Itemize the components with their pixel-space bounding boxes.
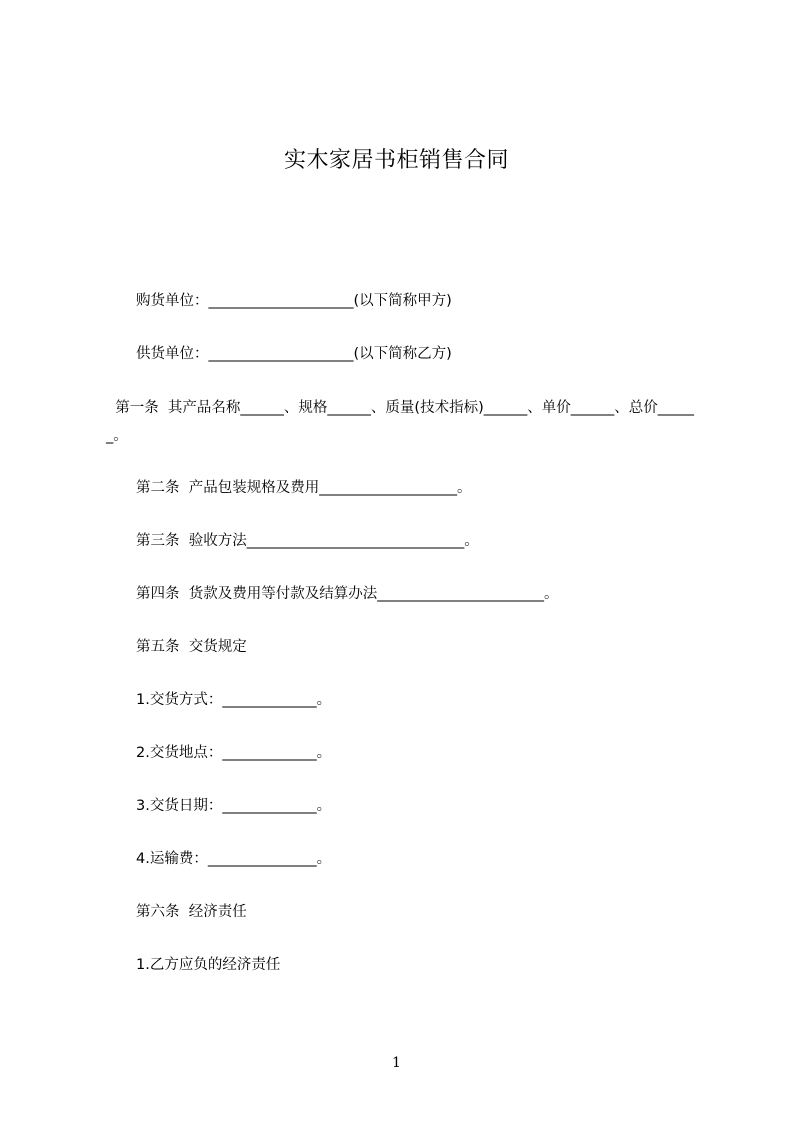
delivery-method-line: 1.交货方式：_____________。 bbox=[136, 692, 332, 708]
article-6-heading: 第六条 经济责任 bbox=[136, 904, 247, 920]
freight-line: 4.运输费：_______________。 bbox=[136, 851, 332, 867]
delivery-place-line: 2.交货地点：_____________。 bbox=[136, 745, 332, 761]
article-1-paragraph: 第一条 其产品名称______、规格______、质量(技术指标)______、单价______、总价______。 bbox=[106, 400, 694, 444]
article-2-line: 第二条 产品包装规格及费用___________________。 bbox=[136, 480, 472, 496]
buyer-line: 购货单位：____________________(以下简称甲方) bbox=[136, 293, 452, 309]
article-4-line: 第四条 货款及费用等付款及结算办法_______________________。 bbox=[136, 586, 559, 602]
party-b-liability-line: 1.乙方应负的经济责任 bbox=[136, 957, 281, 973]
page-number: 1 bbox=[392, 1055, 401, 1071]
delivery-date-line: 3.交货日期：_____________。 bbox=[136, 798, 332, 814]
supplier-line: 供货单位：____________________(以下简称乙方) bbox=[136, 346, 452, 362]
document-title: 实木家居书柜销售合同 bbox=[283, 148, 509, 173]
article-5-heading: 第五条 交货规定 bbox=[136, 639, 247, 655]
article-3-line: 第三条 验收方法______________________________。 bbox=[136, 533, 479, 549]
